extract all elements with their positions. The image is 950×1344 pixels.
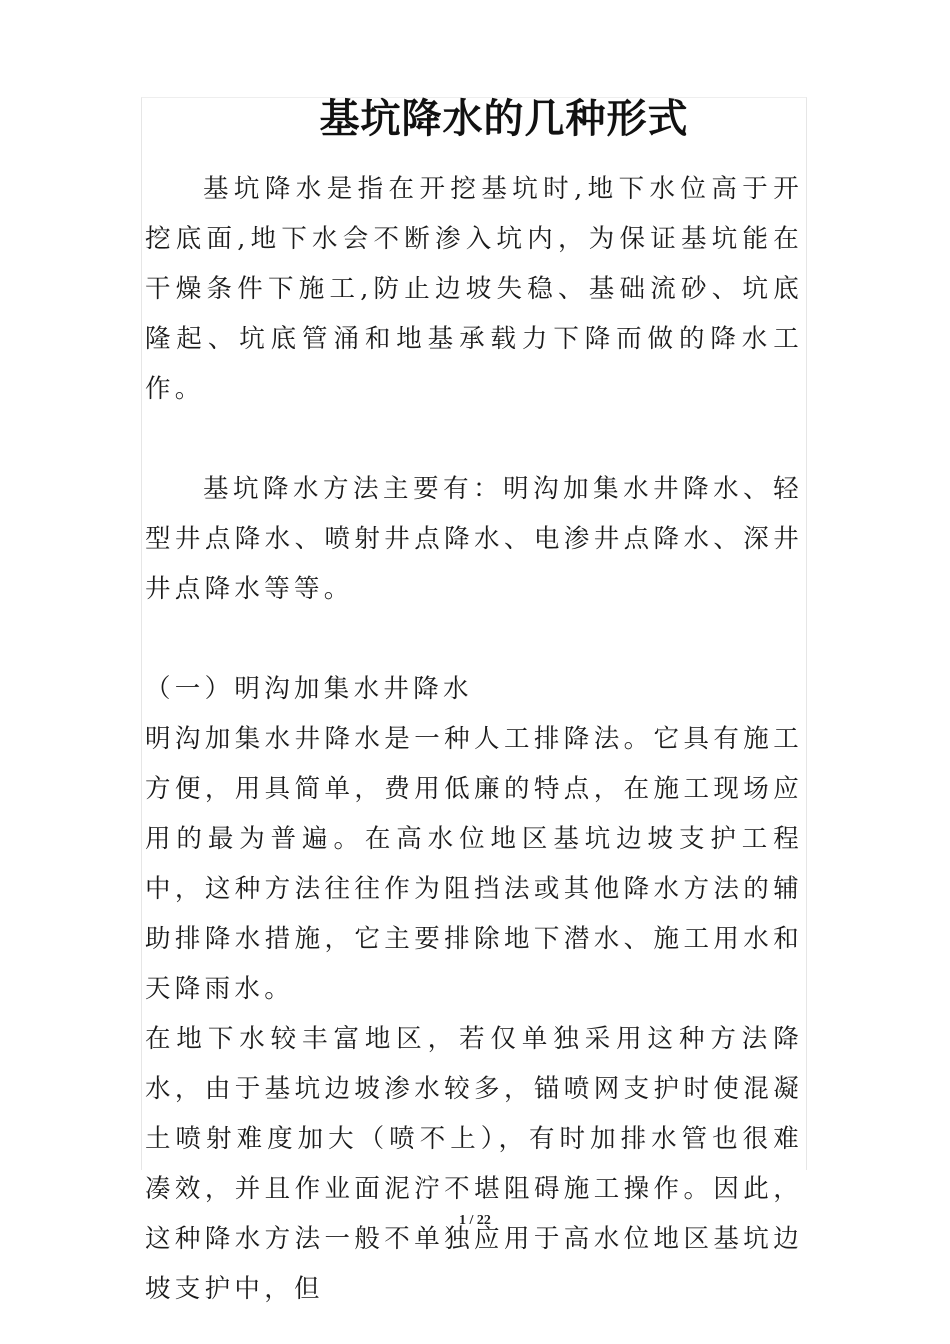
page-number: 1 / 22 — [459, 1213, 491, 1228]
section-paragraph-1: 明沟加集水井降水是一种人工排降法。它具有施工方便，用具简单，费用低廉的特点，在施工现场应用的最为普遍。在高水位地区基坑边坡支护工程中，这种方法往往作为阻挡法或其他降水方法的辅助排降水措施，它主要排除地下潜水、施工用水和天降雨水。 — [145, 724, 803, 1004]
document-title: 基坑降水的几种形式 — [319, 95, 689, 142]
section-heading: （一）明沟加集水井降水 — [145, 674, 473, 704]
document-body — [145, 92, 803, 1314]
intro-paragraph: 基坑降水是指在开挖基坑时,地下水位高于开挖底面,地下水会不断渗入坑内，为保证基坑能在干燥条件下施工,防止边坡失稳、基础流砂、坑底隆起、坑底管涌和地基承载力下降而做的降水工作。 — [145, 174, 803, 404]
methods-paragraph: 基坑降水方法主要有：明沟加集水井降水、轻型井点降水、喷射井点降水、电渗井点降水、深井井点降水等等。 — [145, 474, 803, 604]
section-paragraph-2: 在地下水较丰富地区，若仅单独采用这种方法降水，由于基坑边坡渗水较多，锚喷网支护时使混凝土喷射难度加大（喷不上），有时加排水管也很难凑效，并且作业面泥泞不堪阻碍施工操作。因此，这种降水方法一般不单独应用于高水位地区基坑边坡支护中，但 — [145, 1024, 803, 1304]
